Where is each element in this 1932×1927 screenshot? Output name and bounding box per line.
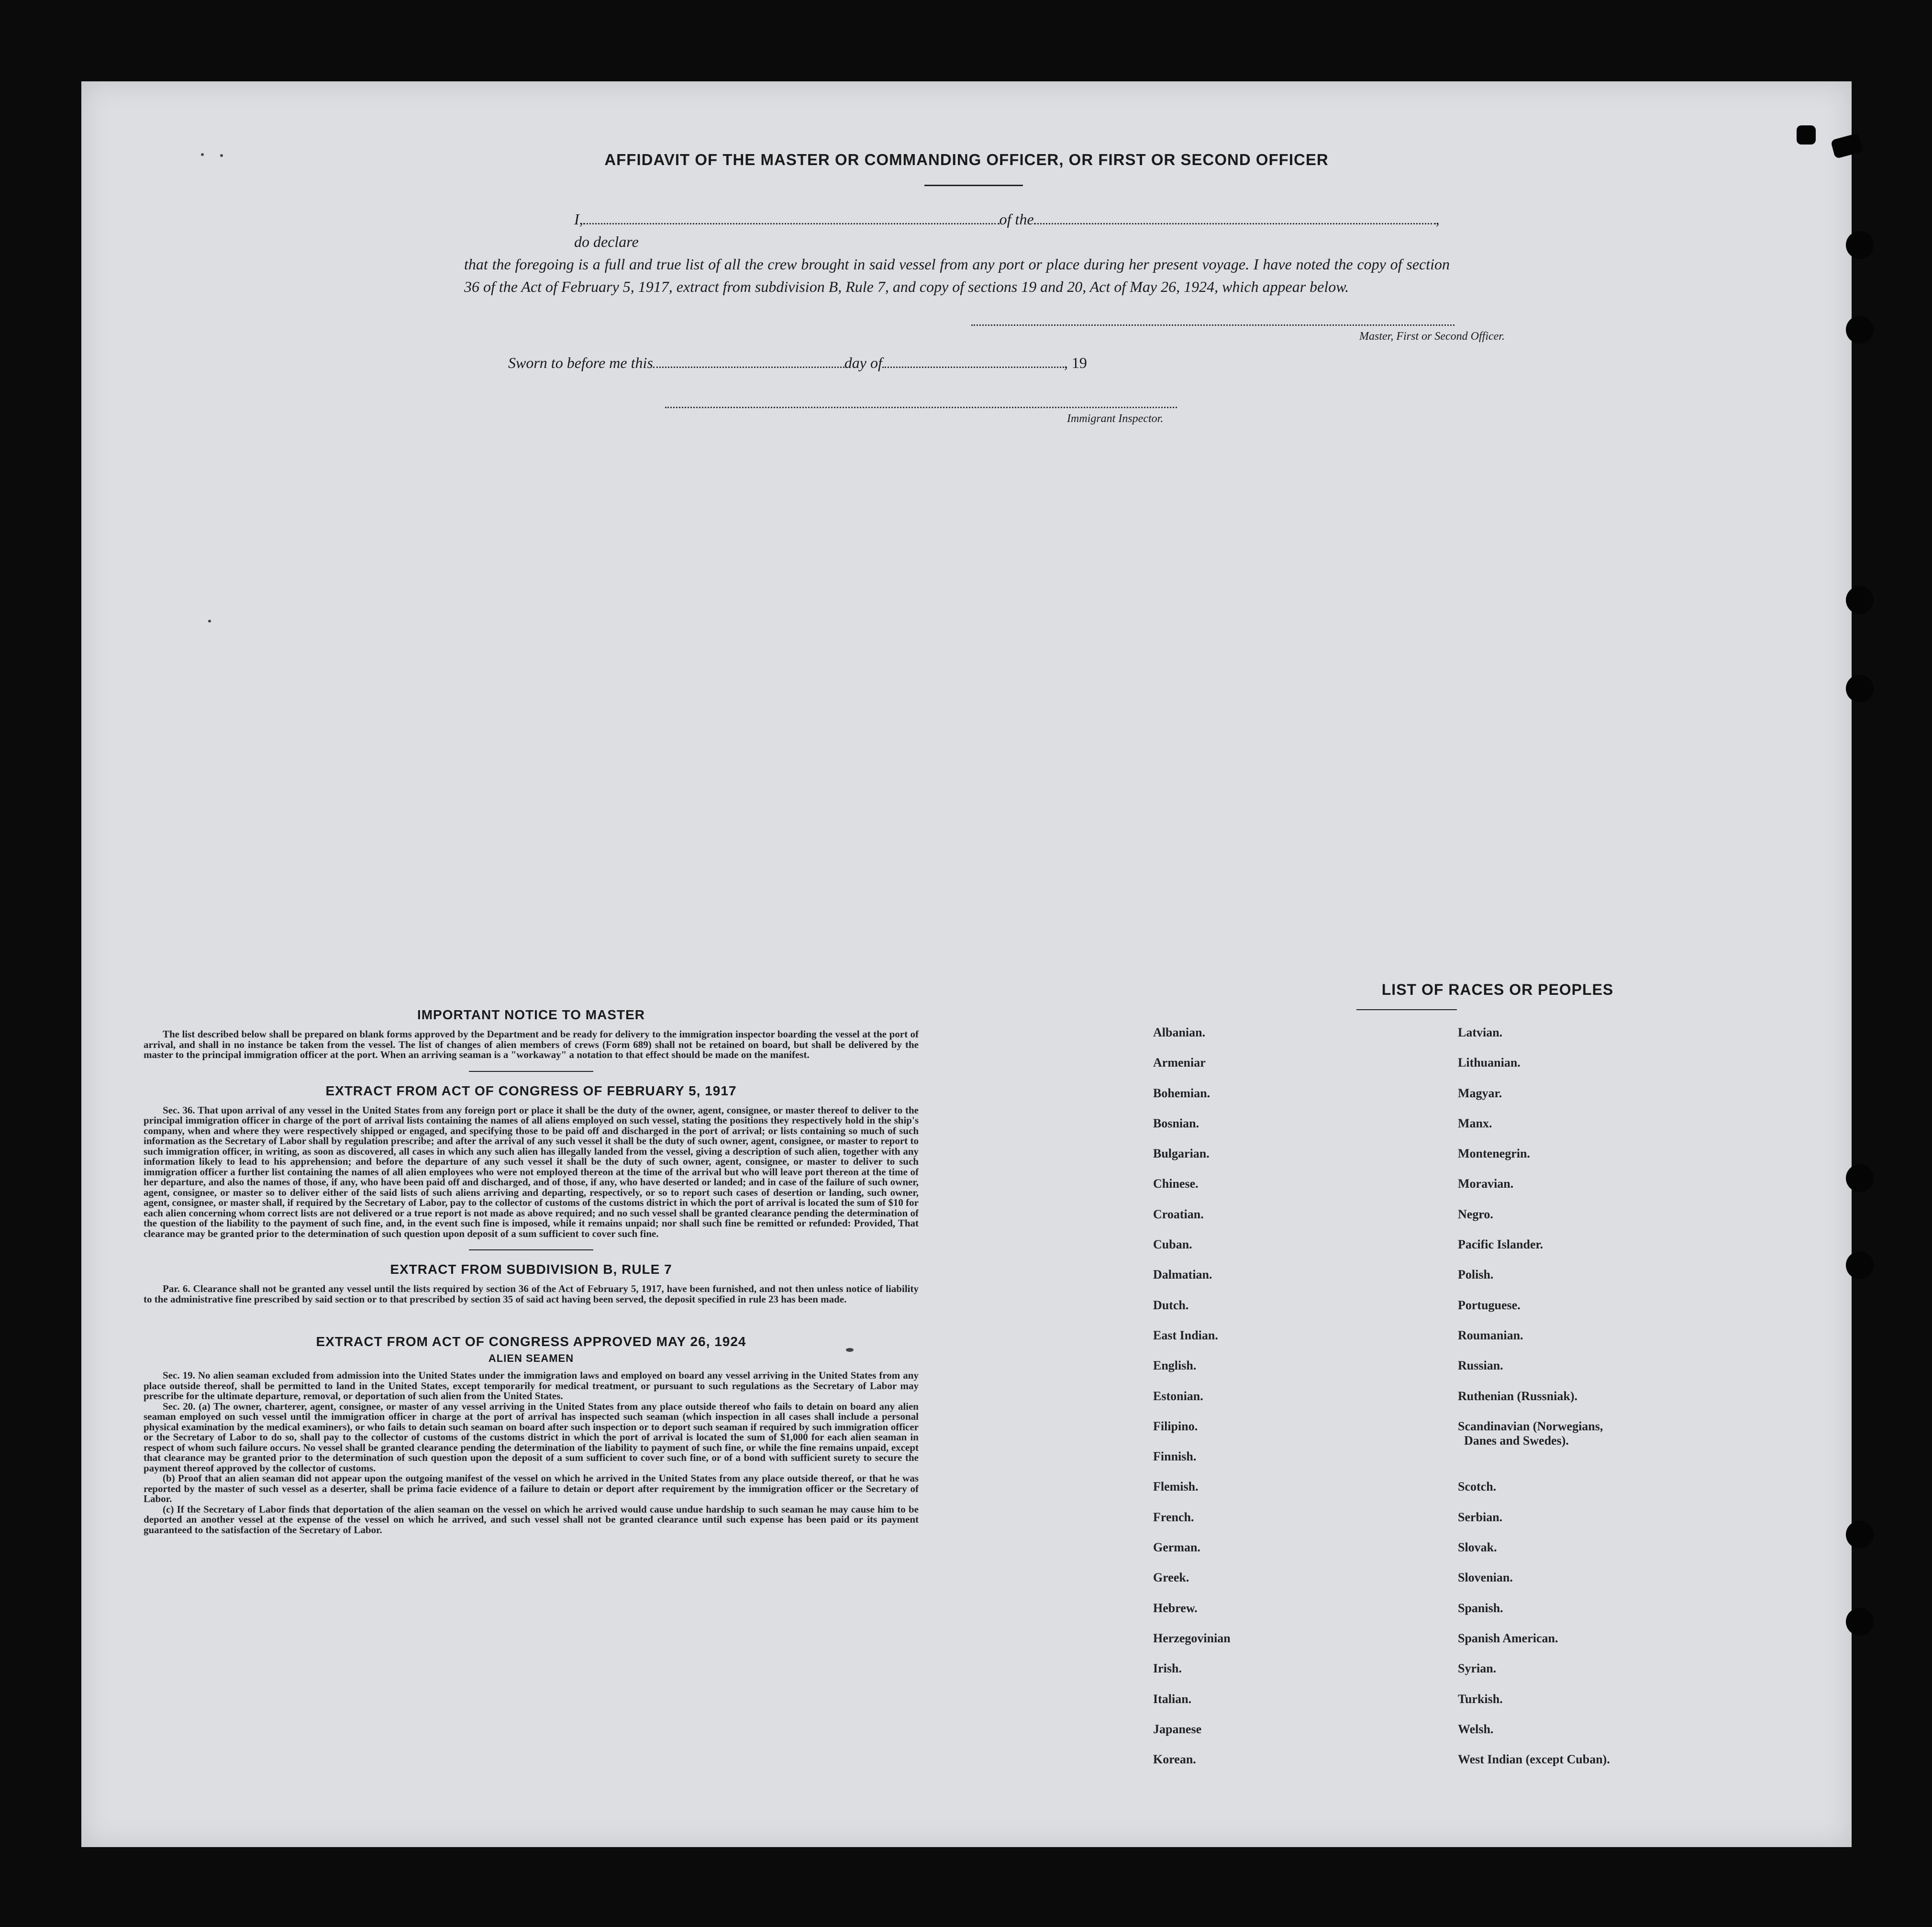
name-blank — [583, 213, 999, 224]
binder-hole — [1846, 1608, 1874, 1636]
race-item: Herzegovinian — [1153, 1631, 1231, 1645]
sworn-day-of: day of — [844, 354, 882, 371]
race-item: Polish. — [1458, 1268, 1494, 1282]
sworn-day-blank — [653, 357, 844, 368]
binder-hole — [1846, 316, 1874, 344]
scan-speck — [208, 620, 211, 623]
race-item: Latvian. — [1458, 1025, 1503, 1039]
race-item: Dalmatian. — [1153, 1268, 1212, 1282]
race-item: Portuguese. — [1458, 1298, 1521, 1312]
race-item: Greek. — [1153, 1571, 1189, 1585]
races-title: LIST OF RACES OR PEOPLES — [1381, 981, 1614, 998]
extract-1924-title: EXTRACT FROM ACT OF CONGRESS APPROVED MAY 26, 1924 — [316, 1334, 746, 1349]
binder-hole — [1846, 1521, 1874, 1548]
race-item: Chinese. — [1153, 1177, 1199, 1191]
sworn-month-blank — [882, 357, 1064, 368]
race-item — [1458, 1449, 1610, 1480]
race-item: Montenegrin. — [1458, 1147, 1530, 1161]
affidavit-first-line — [464, 208, 1450, 253]
master-signature-line — [971, 324, 1455, 326]
race-item: Japanese — [1153, 1722, 1202, 1736]
affidavit-of-the: of the — [999, 211, 1034, 228]
race-item: Russian. — [1458, 1359, 1503, 1373]
affidavit-statement: that the foregoing is a full and true list of all the crew brought in said vessel from any port or place during her present voyage. I have noted the copy of section 36 of the Act of February 5, 1917, extract from subdivision B, Rule 7, and copy of sections 19 and 20, Act of May 26, 1924, which appear below. — [464, 256, 1450, 295]
race-item: Bosnian. — [1153, 1116, 1199, 1130]
document-page — [81, 81, 1852, 1847]
race-item: Ruthenian (Russniak). — [1458, 1389, 1577, 1403]
extract-1924-section-20c: (c) If the Secretary of Labor finds that deportation of the alien seaman on the vessel on which he arrived would cause undue hardship to such seaman he may cause him to be deported an another vessel at the expense of the vessel on which he arrived, and such vessel shall not be granted clearance until such expense has been paid or its payment guaranteed to the satisfaction of the Secretary of Labor. — [144, 1503, 919, 1536]
master-caption: Master, First or Second Officer. — [1359, 330, 1505, 343]
extract-1924-section-19: Sec. 19. No alien seaman excluded from admission into the United States under the immigration laws and employed on board any vessel arriving in the United States from any place outside thereof, shall be permitted to land in the United States, except temporarily for medical treatment, or pursuant to such regulations as the Secretary of Labor may prescribe for the ultimate departure, removal, or deportation of such alien from the United States. — [144, 1370, 919, 1402]
race-item: Negro. — [1458, 1207, 1493, 1221]
race-item: Scandinavian (Norwegians, Danes and Swedes). — [1458, 1419, 1603, 1448]
extract-rule7-title: EXTRACT FROM SUBDIVISION B, RULE 7 — [390, 1262, 672, 1277]
race-item: Albanian. — [1153, 1025, 1206, 1039]
notice-divider — [469, 1071, 593, 1072]
title-divider — [924, 185, 1023, 186]
affidavit-i: I, — [574, 211, 583, 228]
scan-speck — [220, 154, 223, 157]
race-item: Filipino. — [1153, 1419, 1198, 1433]
race-item: French. — [1153, 1510, 1194, 1524]
race-item: Welsh. — [1458, 1722, 1494, 1736]
race-item: Pacific Islander. — [1458, 1237, 1543, 1252]
sworn-prefix: Sworn to before me this — [508, 354, 653, 371]
race-item: Serbian. — [1458, 1510, 1503, 1524]
binder-hole — [1846, 675, 1874, 702]
race-item: Magyar. — [1458, 1086, 1502, 1100]
race-item: East Indian. — [1153, 1328, 1218, 1342]
extract-1917-title: EXTRACT FROM ACT OF CONGRESS OF FEBRUARY 5, 1917 — [325, 1083, 737, 1098]
race-item: Dutch. — [1153, 1298, 1189, 1312]
races-divider — [1356, 1009, 1457, 1010]
race-item: Turkish. — [1458, 1692, 1503, 1706]
notice-paragraph: The list described below shall be prepared on blank forms approved by the Department and be ready for delivery to the immigration inspector boarding the vessel at the port of arrival, and shall in no instance be taken from the vessel. The list of changes of alien members of crews (Form 689) shall not be retained on board, but shall be delivered by the master to the principal immigration officer at the port. When an arriving seaman is a "workaway" a notation to that effect should be made on the manifest. — [144, 1028, 919, 1060]
extract-1917-divider — [469, 1249, 593, 1250]
extract-1924-body — [144, 1370, 919, 1535]
race-item: Irish. — [1153, 1661, 1182, 1676]
race-item: Italian. — [1153, 1692, 1192, 1706]
scan-speck — [201, 153, 204, 156]
notice-title: IMPORTANT NOTICE TO MASTER — [417, 1007, 645, 1022]
race-item: Estonian. — [1153, 1389, 1203, 1403]
race-item: Flemish. — [1153, 1480, 1199, 1494]
race-item: Bulgarian. — [1153, 1147, 1210, 1161]
race-item: Spanish American. — [1458, 1631, 1558, 1645]
races-right-column — [1458, 1025, 1610, 1782]
race-item: German. — [1153, 1540, 1200, 1555]
race-item: Cuban. — [1153, 1237, 1192, 1252]
binder-hole — [1846, 1164, 1874, 1192]
race-item: Scotch. — [1458, 1480, 1497, 1494]
sworn-line — [508, 354, 1087, 372]
race-item: Hebrew. — [1153, 1601, 1198, 1615]
affidavit-declare: , do declare — [574, 211, 1440, 250]
corner-tear — [1797, 125, 1816, 145]
binder-hole — [1846, 586, 1874, 614]
sworn-year: , 19 — [1064, 354, 1087, 371]
extract-1917-paragraph: Sec. 36. That upon arrival of any vessel in the United States from any foreign port or place it shall be the duty of the owner, agent, consignee, or master thereof to deliver to the principal immigration officer in charge of the port of arrival lists containing the names of all aliens employed on such vessel, stating the positions they respectively hold in the ship's company, when and where they were respectively shipped or engaged, and specifying those to be paid off and discharged in the port of arrival; or lists containing so much of such information as the Secretary of Labor shall by regulation prescribe; and after the arrival of any such vessel it shall be the duty of such owner, agent, consignee, or master to report to such immigration officer, in writing, as soon as discovered, all cases in which any such alien has illegally landed from the vessel, giving a description of such alien, together with any information likely to lead to his apprehension; and before the departure of any such vessel it shall be the duty of such owner, agent, consignee, or master to deliver to such immigration officer a further list containing the names of all alien employees who were not employed thereon at the time of the arrival but who will leave port thereon at the time of her departure, and also the names of those, if any, who have been paid off and discharged, and of those, if any, who have deserted or landed; and in case of the failure of such owner, agent, consignee, or master so to deliver either of the said lists of such aliens arriving and departing, respectively, or so to report such cases of desertion or landing, such owner, agent, consignee, or master shall, if required by the Secretary of Labor, pay to the collector of customs of the customs district in which the port of arrival is located the sum of $10 for each alien concerning whom correct lists are not delivered or a true report is not made as above required; and no such vessel shall be granted clearance pending the determination of the question of the liability to the payment of such fine, and, in the event such fine is imposed, while it remains unpaid; nor shall such fine be remitted or refunded: Provided, That clearance may be granted prior to the determination of such question upon deposit of a sum sufficient to cover such fine. — [144, 1104, 919, 1239]
inspector-caption: Immigrant Inspector. — [1067, 412, 1164, 425]
race-item: Lithuanian. — [1458, 1056, 1521, 1070]
race-item: Slovenian. — [1458, 1571, 1513, 1585]
race-item: English. — [1153, 1359, 1197, 1373]
extract-1924-subtitle: ALIEN SEAMEN — [488, 1352, 574, 1364]
important-notice — [144, 1007, 919, 1535]
race-item: Spanish. — [1458, 1601, 1503, 1615]
extract-1917-body — [144, 1105, 919, 1239]
race-item: Korean. — [1153, 1752, 1196, 1767]
race-item: Slovak. — [1458, 1540, 1497, 1555]
race-item: West Indian (except Cuban). — [1458, 1752, 1610, 1767]
vessel-blank — [1034, 213, 1436, 224]
extract-rule7-body — [144, 1284, 919, 1304]
inspector-signature-line — [665, 407, 1177, 408]
affidavit-body — [464, 208, 1450, 298]
race-item: Armeniar — [1153, 1056, 1206, 1070]
race-item: Moravian. — [1458, 1177, 1514, 1191]
race-item: Manx. — [1458, 1116, 1492, 1130]
affidavit-title: AFFIDAVIT OF THE MASTER OR COMMANDING OFFICER, OR FIRST OR SECOND OFFICER — [604, 151, 1329, 168]
notice-body — [144, 1029, 919, 1060]
binder-hole — [1846, 1251, 1874, 1279]
race-item: Bohemian. — [1153, 1086, 1210, 1100]
extract-1924-section-20a: Sec. 20. (a) The owner, charterer, agent, consignee, or master of any vessel arriving in the United States from any place outside thereof who fails to detain on board any alien seaman employed on such vessel until the immigration officer in charge at the port of arrival has inspected such seaman (which inspection in all cases shall include a personal physical examination by the medical examiners), or who fails to detain such seaman on board after such inspection or to deport such seaman if required by such immigration officer or the Secretary of Labor to do so, shall pay to the collector of customs of the customs district in which the port of arrival is located the sum of $1,000 for each alien seaman in respect of whom such failure occurs. No vessel shall be granted clearance pending the determination of the liability to payment of such fine, or while the fine remains unpaid, except that clearance may be granted prior to the determination of such question upon the deposit of a sum sufficient to cover such fine, or of a bond with sufficient surety to secure the payment thereof approved by the collector of customs. — [144, 1400, 919, 1474]
extract-1924-section-20b: (b) Proof that an alien seaman did not appear upon the outgoing manifest of the vessel on which he arrived in the United States from any place outside thereof, or that he was reported by the master of such vessel as a deserter, shall be prima facie evidence of a failure to detain or deport after requirement by the immigration officer or the Secretary of Labor. — [144, 1472, 919, 1504]
extract-rule7-paragraph: Par. 6. Clearance shall not be granted any vessel until the lists required by section 36 of the Act of February 5, 1917, have been furnished, and not then unless notice of liability to the administrative fine prescribed by said section or to that prescribed by section 35 of said act having been served, the deposit specified in rule 23 has been made. — [144, 1283, 919, 1305]
races-left-column — [1153, 1025, 1231, 1782]
race-item: Croatian. — [1153, 1207, 1204, 1221]
race-item: Finnish. — [1153, 1449, 1197, 1464]
race-item: Syrian. — [1458, 1661, 1497, 1676]
binder-hole — [1846, 231, 1874, 259]
scan-speck — [846, 1348, 854, 1352]
race-item: Roumanian. — [1458, 1328, 1523, 1342]
